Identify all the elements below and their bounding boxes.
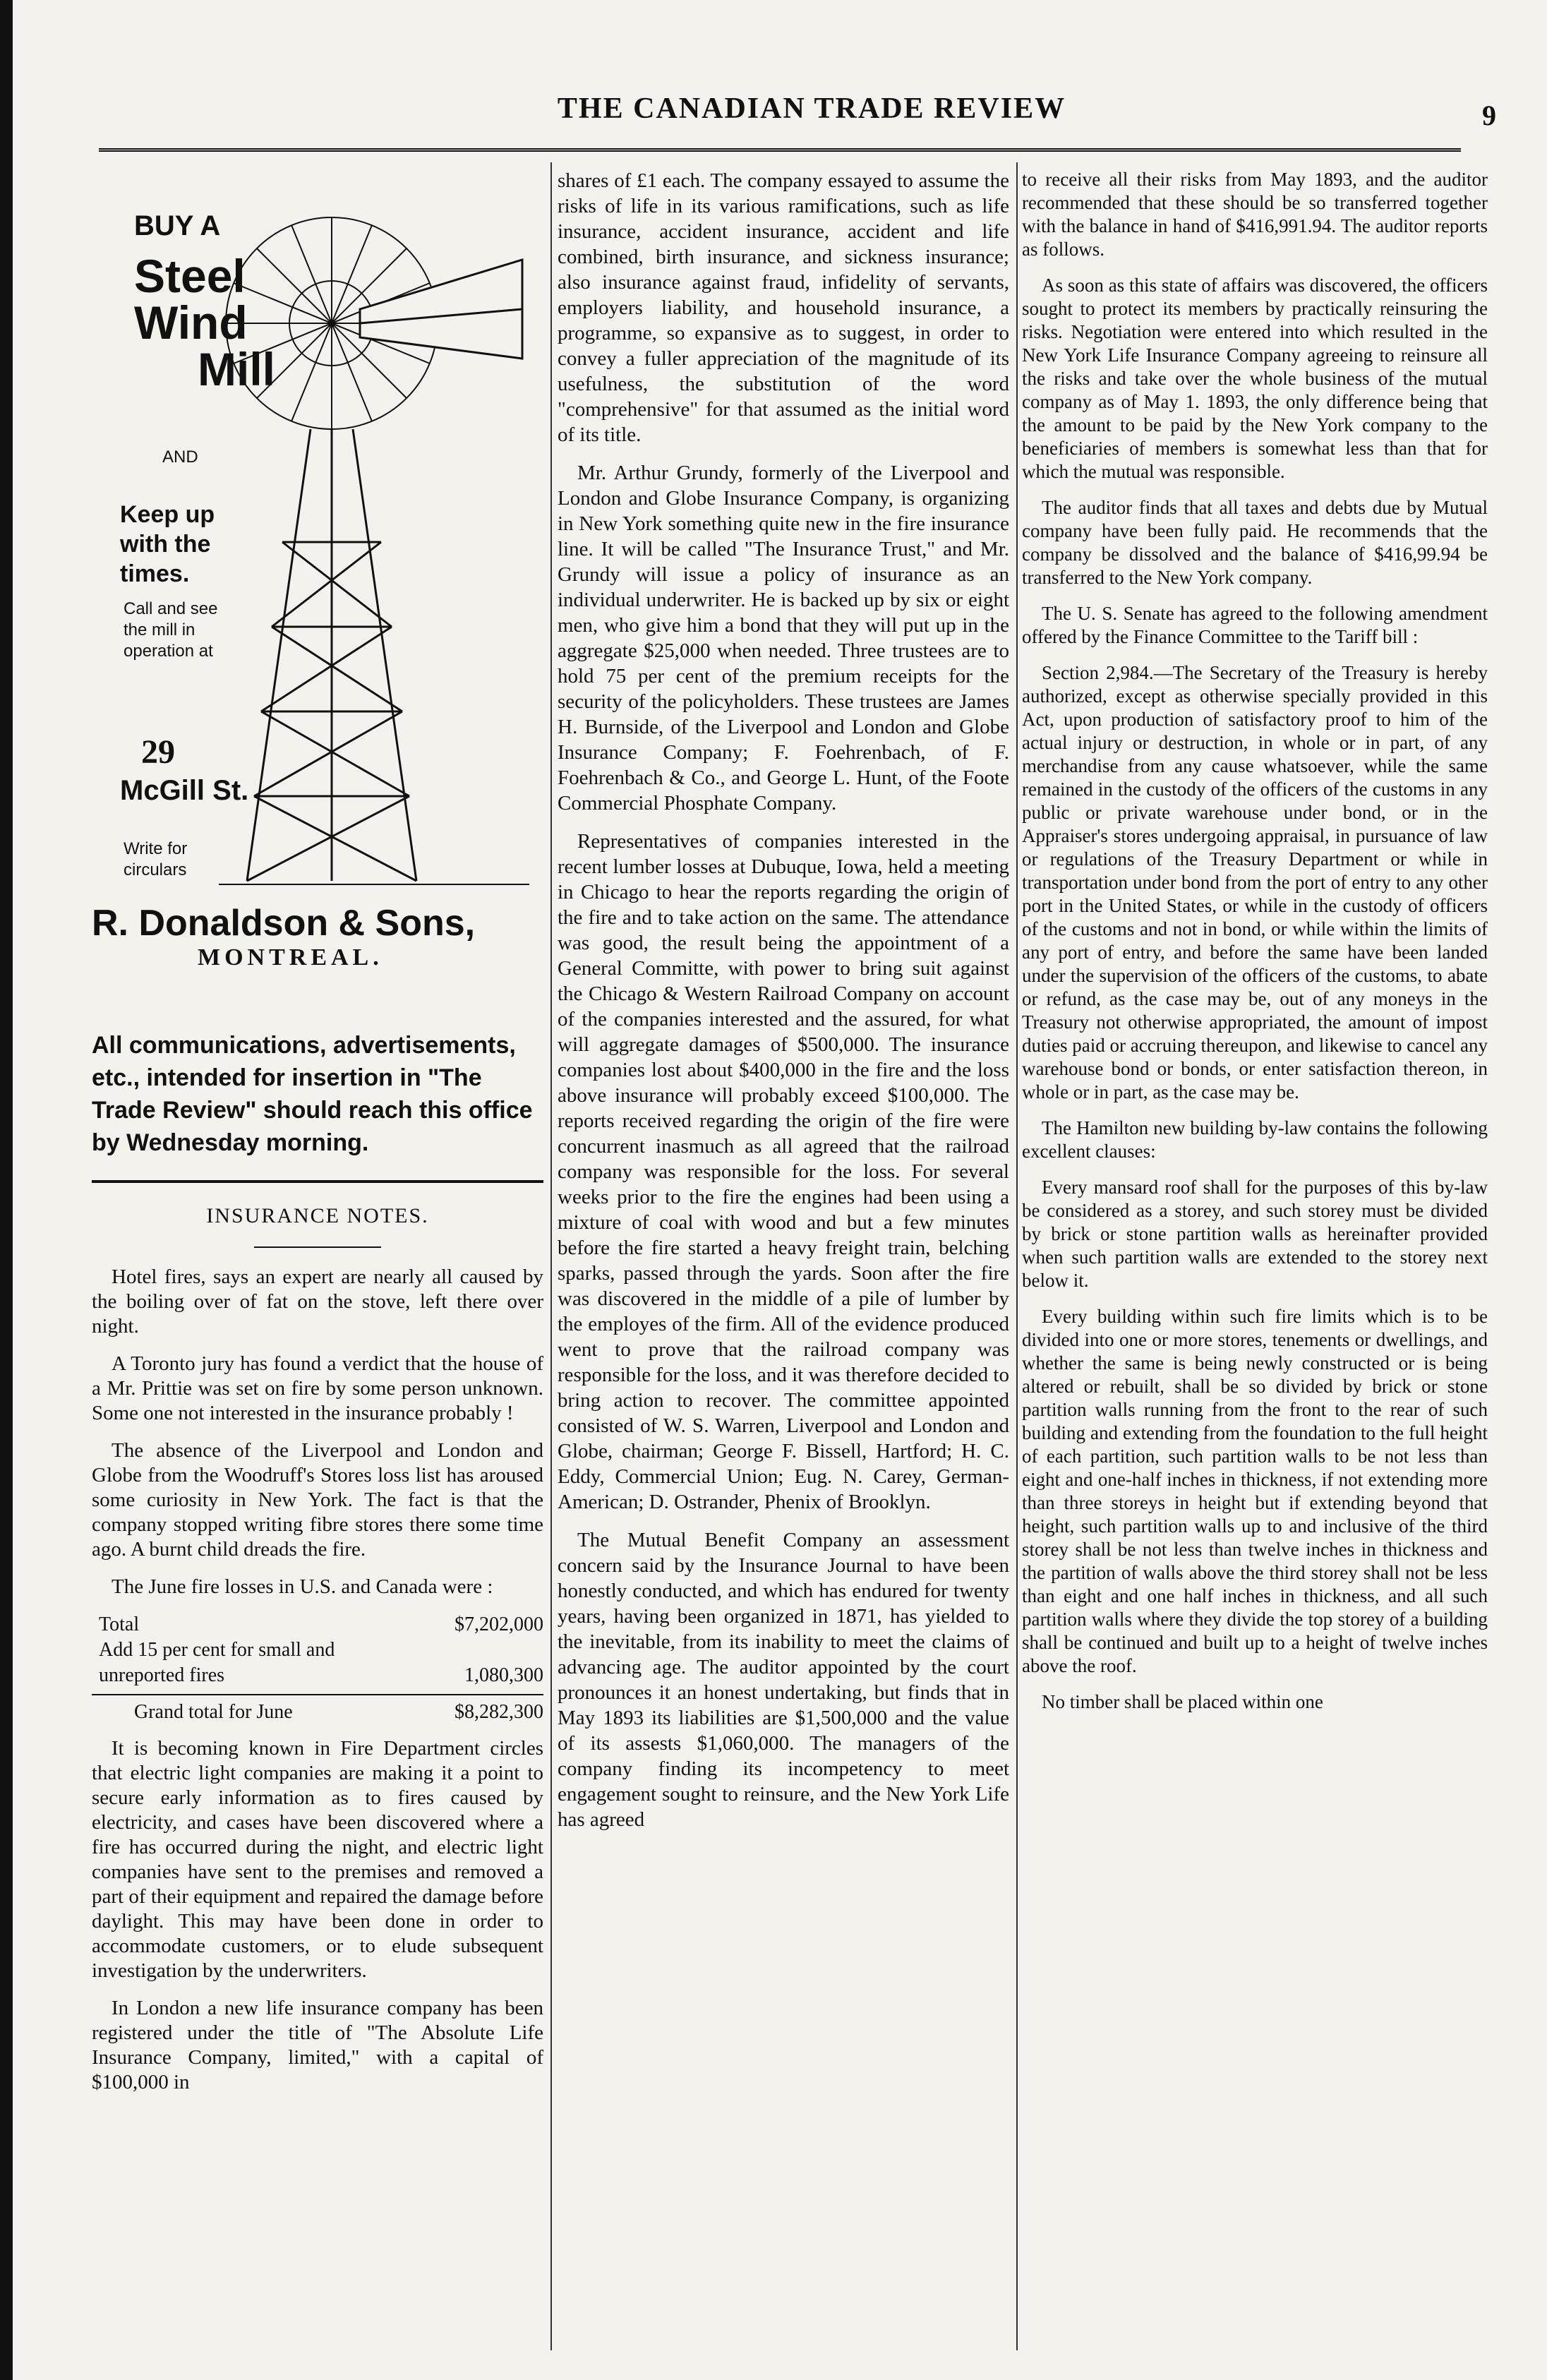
column-3: [1022, 168, 1488, 2342]
fire-losses-table: [92, 1612, 543, 1725]
ad-and-text: AND: [162, 447, 198, 467]
ad-city: MONTREAL.: [198, 944, 383, 970]
ad-company-name: R. Donaldson & Sons,: [92, 903, 476, 944]
article-paragraph: Every building within such fire limits which is to be divided into one or more stores, tenements or dwellings, and whether the same is being newly constructed or is being altered or rebuilt, shall be so divided by brick or stone partition walls running from the front to the rear of such building and extending from the foundation to the full height of each partition, such partition walls to be not less than eight and one-half inches in thickness, if not extending more than three storeys in height but if extending beyond that height, such partition walls up to and inclusive of the third storey shall be not less than twelve inches in thickness and the partition of walls above the third storey shall not be less than eight and one half inches in thickness, and all such partition walls where they divide the top storey of a building shall be continued and built up to a height of twelve inches above the roof.: [1022, 1306, 1488, 1676]
article-paragraph: The absence of the Liverpool and London and Globe from the Woodruff's Stores loss list has aroused some curiosity in New York. The fact is that the company stopped writing fibre stores there some time ago. A burnt child dreads the fire.: [92, 1439, 543, 1561]
column-1: [92, 168, 543, 2342]
office-notice: All communications, advertisements, etc., intended for insertion in "The Trade Review" should reach this office by Wednesday morning.: [92, 1015, 543, 1183]
insurance-notes-heading: INSURANCE NOTES.: [206, 1204, 429, 1227]
article-paragraph: The U. S. Senate has agreed to the following amendment offered by the Finance Committee to the Tariff bill :: [1022, 603, 1488, 647]
table-row: Total $7,202,000: [99, 1613, 543, 1635]
table-row: Grand total for June $8,282,300: [92, 1694, 543, 1725]
ad-steel-wind-mill: Steel Wind Mill: [134, 250, 275, 395]
article-paragraph: It is becoming known in Fire Department circles that electric light companies are making it a point to secure early information as to fires caused by electricity, and cases have been discovered where a fire has occurred during the night, and electric light companies have sent to the premises and removed a part of their equipment and repaired the damage before daylight. This may have been done in order to accommodate customers, or to elude subsequent investigation by the underwriters.: [92, 1737, 543, 1982]
column-divider: [550, 162, 552, 2350]
ad-call-text: Call and see the mill in operation at: [124, 599, 218, 661]
article-paragraph: Hotel fires, says an expert are nearly all caused by the boiling over of fat on the stove, left there over night.: [92, 1266, 543, 1338]
windmill-advertisement: [92, 168, 543, 970]
column-divider: [1016, 162, 1018, 2350]
article-paragraph: The Hamilton new building by-law contains the following excellent clauses:: [1022, 1117, 1488, 1162]
page-header: [78, 92, 1503, 141]
ad-write-text: Write for circulars: [124, 839, 188, 879]
article-paragraph: Section 2,984.—The Secretary of the Treasury is hereby authorized, except as otherwise specially provided in this Act, upon production of satisfactory proof to him of the actual injury or destruction, in whole or in part, of any merchandise from any cause whatsoever, while the same remained in the custody of the officers of the customs in any public or private warehouse under bond, or in the Appraiser's stores undergoing appraisal, in pursuance of law or regulations of the Treasury Department or while in transportation under bond from the port of entry to any other port in the United States, or while in the custody of officers of the customs and not in bond, or while within the limits of any port of entry, and before the same have been landed under the supervision of the officers of the customs, to abate or refund, as the case may be, out of any moneys in the Treasury not otherwise appropriated, the amount of impost duties paid or accruing thereupon, and likewise to cancel any warehouse bond or bonds, or enter satisfaction thereon, in whole or in part, as the case may be.: [1022, 662, 1488, 1102]
article-paragraph: No timber shall be placed within one: [1042, 1691, 1323, 1712]
article-paragraph: Mr. Arthur Grundy, formerly of the Liverpool and London and Globe Insurance Company, is organizing in New York something quite new in the fire insurance line. It will be called "The Insurance Trust," and Mr. Grundy will issue a policy of insurance as an individual underwriter. He is backed up by six or eight men, who give him a bond that they will put up in the aggregate $25,000 when needed. Three trustees are to hold 75 per cent of the premium receipts for the security of the policyholders. These trustees are James H. Burnside, of the Liverpool and London and Globe Insurance Company; F. Foehrenbach, of F. Foehrenbach & Co., and George L. Hunt, of the Foote Commercial Phosphate Company.: [558, 462, 1009, 815]
article-paragraph: A Toronto jury has found a verdict that the house of a Mr. Prittie was set on fire by some person unknown. Some one not interested in the insurance probably !: [92, 1352, 543, 1424]
article-paragraph: Every mansard roof shall for the purposes of this by-law be considered as a storey, and such storey must be divided by brick or stone partition walls as hereinafter provided when such partition walls are extended to the storey next below it.: [1022, 1177, 1488, 1291]
article-paragraph: In London a new life insurance company has been registered under the title of "The Absolute Life Insurance Company, limited," with a capital of $100,000 in: [92, 1997, 543, 2093]
article-paragraph: As soon as this state of affairs was discovered, the officers sought to protect its members by practically reinsuring the risks. Negotiation were entered into which resulted in the New York Life Insurance Company agreeing to reinsure all the risks and take over the whole business of the mutual company as of May 1. 1893, the only difference being that the amount to be paid by the New York company to the beneficiaries of members is somewhat less than that for which the mutual was responsible.: [1022, 275, 1488, 482]
article-paragraph: to receive all their risks from May 1893, and the auditor recommended that these should be so transferred together with the balance in hand of $416,991.94. The auditor reports as follows.: [1022, 169, 1488, 260]
page-title: THE CANADIAN TRADE REVIEW: [557, 92, 1066, 125]
article-paragraph: The auditor finds that all taxes and debts due by Mutual company have been fully paid. He recommends that the company be dissolved and the balance of $416,99.94 be transferred to the New York company.: [1022, 497, 1488, 588]
table-row: Add 15 per cent for small and unreported fires 1,080,300: [99, 1639, 543, 1686]
ad-street-name: McGill St.: [120, 775, 249, 806]
article-paragraph: shares of £1 each. The company essayed to assume the risks of life in its various ramifications, such as life insurance, accident insurance, accident and life combined, birth insurance, and sickness insurance; also insurance against fraud, infidelity of servants, employers liability, and household insurance, a programme, so expansive as to suggest, in order to convey a fuller appreciation of the magnitude of its usefulness, the substitution of the word "comprehensive" for that assumed as the initial word of its title.: [558, 169, 1009, 446]
article-paragraph: Representatives of companies interested in the recent lumber losses at Dubuque, Iowa, held a meeting in Chicago to hear the reports regarding the origin of the fire and to take action on the same. The attendance was good, the result being the appointment of a General Committe, with power to bring suit against the Chicago & Western Railroad Company on account of the companies interested and the assured, for what will aggregate damages of $500,000. The insurance companies lost about $400,000 in the fire and the loss above insurance will probably exceed $100,000. The reports received regarding the origin of the fire were concurrent inasmuch as all agreed that the railroad company was responsible for the loss. For several weeks prior to the fire the engines had been using a mixture of coal with wood and but a few minutes before the fire started a heavy freight train, belching sparks, passed through the yards. Soon after the fire was discovered in the middle of a pile of lumber by the employes of the firm. All of the evidence produced went to prove that the railroad company was responsible for the loss, and it was therefore decided to bring action to recover. The committee appointed consisted of W. S. Warren, Liverpool and London and Globe, chairman; George F. Bissell, Hartford; H. C. Eddy, Commercial Union; Eug. N. Carey, German-American; D. Ostrander, Phenix of Brooklyn.: [558, 830, 1009, 1513]
column-2: [558, 168, 1009, 2342]
heading-rule: [254, 1246, 381, 1248]
article-paragraph: The Mutual Benefit Company an assessment concern said by the Insurance Journal to have been honestly conducted, and which has endured for twenty years, having been organized in 1871, has yielded to the inevitable, from its inability to meet the claims of advancing age. The auditor appointed by the court pronounces it an honest undertaking, but finds that in May 1893 its liabilities are $1,500,000 and the value of its assests $1,060,000. The managers of the company finding its incompetency to meet engagement sought to reinsure, and the New York Life has agreed: [558, 1529, 1009, 1831]
ad-buy-text: BUY A: [134, 210, 221, 241]
ad-keep-up-text: Keep up with the times.: [120, 501, 215, 587]
article-paragraph: The June fire losses in U.S. and Canada were :: [112, 1575, 493, 1598]
scan-edge: [0, 0, 13, 2380]
page-number: 9: [1482, 100, 1496, 131]
header-rule: [99, 148, 1461, 152]
ad-street-number: 29: [141, 733, 175, 771]
